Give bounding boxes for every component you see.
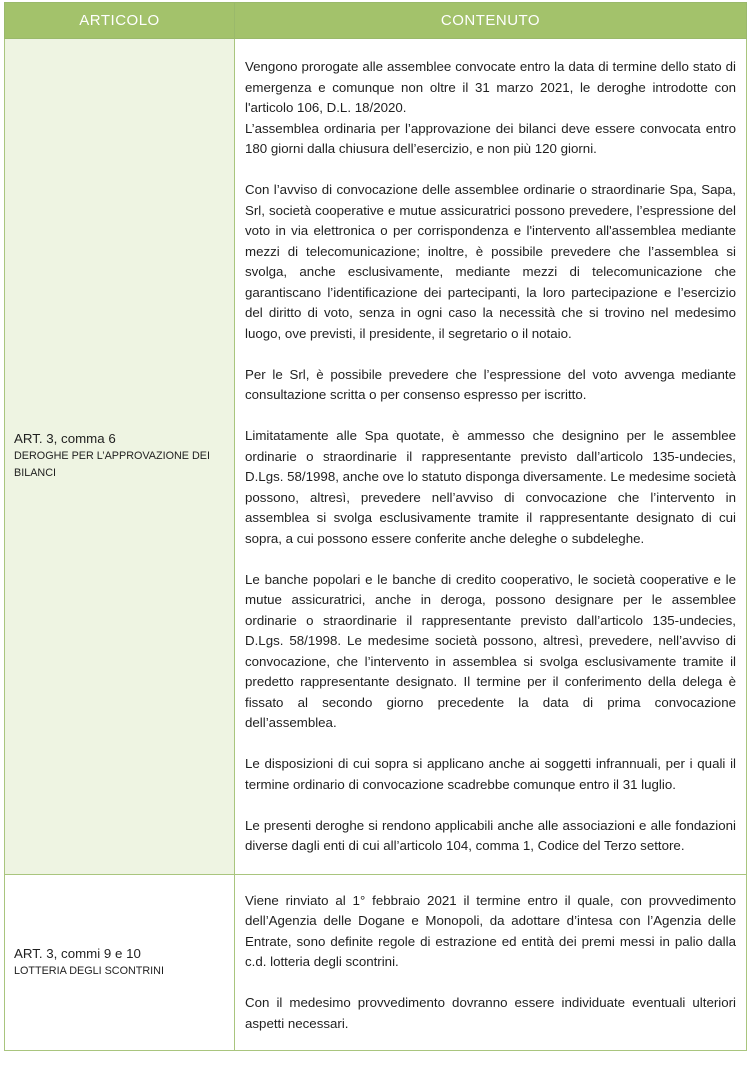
table-row <box>5 39 747 875</box>
paragraph-text: Vengono prorogate alle assemblee convocate entro la data di termine dello stato di emergenza e comunque non oltre il 31 marzo 2021, le deroghe introdotte con l'articolo 106, D.L. 18/2020. L’assemblea ordinaria per l’approvazione dei bilanci deve essere convocata entro 180 giorni dalla chiusura dell’esercizio, e non più 120 giorni. <box>245 59 736 156</box>
table-row <box>5 874 747 1051</box>
header-articolo: ARTICOLO <box>5 3 235 39</box>
table-header <box>5 3 747 39</box>
content-cell <box>235 39 747 875</box>
content-paragraph: Viene rinviato al 1° febbraio 2021 il termine entro il quale, con provvedimento dell’Agenzia delle Dogane e Monopoli, da adottare d’intesa con l’Agenzia delle Entrate, sono definite regole di estrazione ed entità dei premi messi in palio dalla c.d. lotteria degli scontrini. <box>245 892 736 969</box>
content-paragraph <box>245 57 736 160</box>
content-paragraph: Le presenti deroghe si rendono applicabili anche alle associazioni e alle fondazioni diverse dagli enti di cui all’articolo 104, comma 1, Codice del Terzo settore. <box>245 817 736 853</box>
article-subtitle: DEROGHE PER L’APPROVAZIONE DEI BILANCI <box>14 450 210 480</box>
articles-table <box>4 2 747 1051</box>
article-title: ART. 3, commi 9 e 10 <box>14 945 141 961</box>
content-paragraph: Con il medesimo provvedimento dovranno essere individuate eventuali ulteriori aspetti necessari. <box>245 995 736 1031</box>
document-page <box>4 2 746 1051</box>
content-paragraph: Con l’avviso di convocazione delle assemblee ordinarie o straordinarie Spa, Sapa, Srl, società cooperative e mutue assicuratrici possono prevedere, l’espressione del voto in via elettronica o per corrispondenza e l'intervento all'assemblea mediante mezzi di telecomunicazione; inoltre, è possibile prevedere che l’assemblea si svolga, anche esclusivamente, mediante mezzi di telecomunicazione che garantiscano l’identificazione dei partecipanti, la loro partecipazione e l’esercizio del diritto di voto, senza in ogni caso la necessità che si trovino nel medesimo luogo, ove previsti, il presidente, il segretario o il notaio. <box>245 182 736 341</box>
header-contenuto: CONTENUTO <box>235 3 747 39</box>
content-paragraph: Limitatamente alle Spa quotate, è ammesso che designino per le assemblee ordinarie o straordinarie il rappresentante previsto dall’articolo 135-undecies, D.Lgs. 58/1998, anche ove lo statuto disponga diversamente. Le medesime società possono, altresì, prevedere nell’avviso di convocazione che l’intervento in assemblea si svolga esclusivamente tramite il rappresentante designato di cui sopra, a cui possono essere conferite anche deleghe o subdeleghe. <box>245 428 736 546</box>
content-paragraph: Le disposizioni di cui sopra si applicano anche ai soggetti infrannuali, per i quali il termine ordinario di convocazione scadrebbe comunque entro il 31 luglio. <box>245 756 736 792</box>
article-title: ART. 3, comma 6 <box>14 431 116 447</box>
content-paragraph: Per le Srl, è possibile prevedere che l’espressione del voto avvenga mediante consultazione scritta o per consenso espresso per iscritto. <box>245 366 736 402</box>
article-cell <box>5 39 235 875</box>
content-cell <box>235 874 747 1051</box>
article-subtitle: LOTTERIA DEGLI SCONTRINI <box>14 964 164 977</box>
article-cell <box>5 874 235 1051</box>
content-paragraph: Le banche popolari e le banche di credito cooperativo, le società cooperative e le mutue assicuratrici, anche in deroga, possono designare per le assemblee ordinarie o straordinarie il rappresentante previsto dall’articolo 135-undecies, D.Lgs. 58/1998. Le medesime società possono, altresì, prevedere, nell’avviso di convocazione, che l’intervento in assemblea si svolga esclusivamente tramite il predetto rappresentante designato. Il termine per il conferimento della delega è fissato al secondo giorno precedente la data di prima convocazione dell’assemblea. <box>245 571 736 730</box>
